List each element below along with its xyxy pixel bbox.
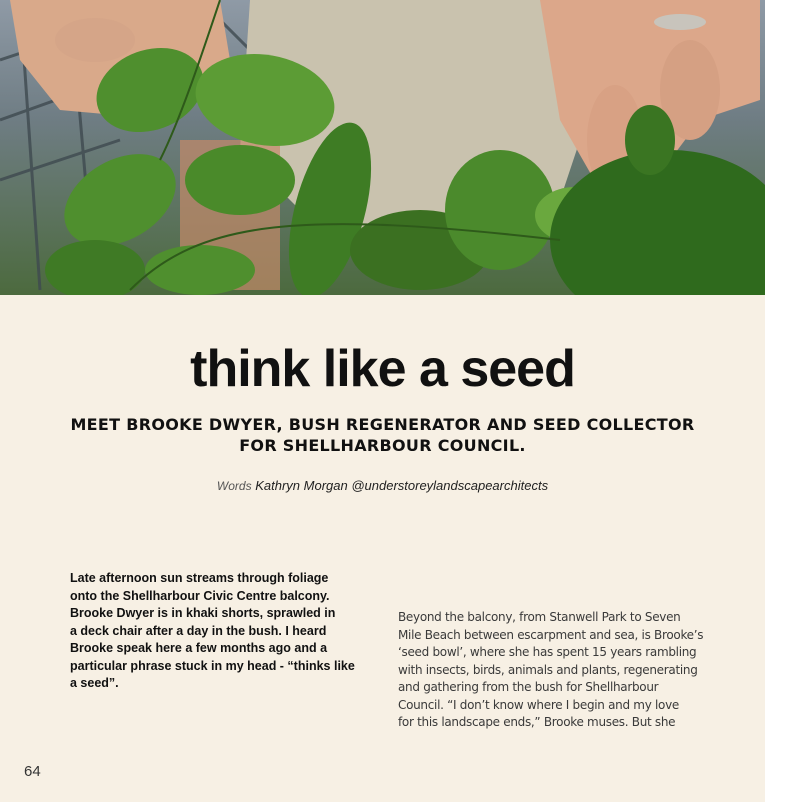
byline-author: Kathryn Morgan @understoreylandscapearchitects — [255, 478, 549, 493]
subtitle-line: MEET BROOKE DWYER, BUSH REGENERATOR AND SEED COLLECTOR — [70, 415, 695, 434]
subtitle-line: FOR SHELLHARBOUR COUNCIL. — [239, 436, 526, 455]
byline — [0, 477, 765, 495]
body-line: with insects, birds, animals and plants, regenerating — [398, 662, 698, 677]
page-number: 64 — [24, 763, 41, 780]
page-edge — [765, 0, 797, 802]
body-line: and gathering from the bush for Shellharbour — [398, 680, 659, 694]
body-line: ‘seed bowl’, where she has spent 15 years rambling — [398, 645, 697, 659]
byline-label: Words — [216, 479, 252, 493]
lede-line: a seed”. — [70, 676, 119, 690]
article-title: think like a seed — [190, 340, 575, 398]
hero-photo — [0, 0, 765, 295]
article-subtitle — [0, 414, 765, 456]
body-paragraph — [398, 609, 718, 732]
lede-line: Late afternoon sun streams through foliage — [70, 571, 329, 585]
lede-paragraph — [70, 570, 380, 693]
lede-line: Brooke Dwyer is in khaki shorts, sprawled in — [70, 606, 336, 620]
lede-line: particular phrase stuck in my head - “thinks like — [70, 658, 355, 673]
body-line: Mile Beach between escarpment and sea, is Brooke’s — [398, 627, 704, 642]
lede-line: a deck chair after a day in the bush. I heard — [70, 623, 327, 638]
body-line: Council. “I don’t know where I begin and my love — [398, 697, 679, 712]
body-line: Beyond the balcony, from Stanwell Park to Seven — [398, 610, 681, 624]
body-line: for this landscape ends,” Brooke muses. But she — [398, 715, 676, 729]
hero-photo-illustration — [0, 0, 765, 295]
lede-line: Brooke speak here a few months ago and a — [70, 641, 328, 655]
lede-line: onto the Shellharbour Civic Centre balcony. — [70, 588, 330, 603]
